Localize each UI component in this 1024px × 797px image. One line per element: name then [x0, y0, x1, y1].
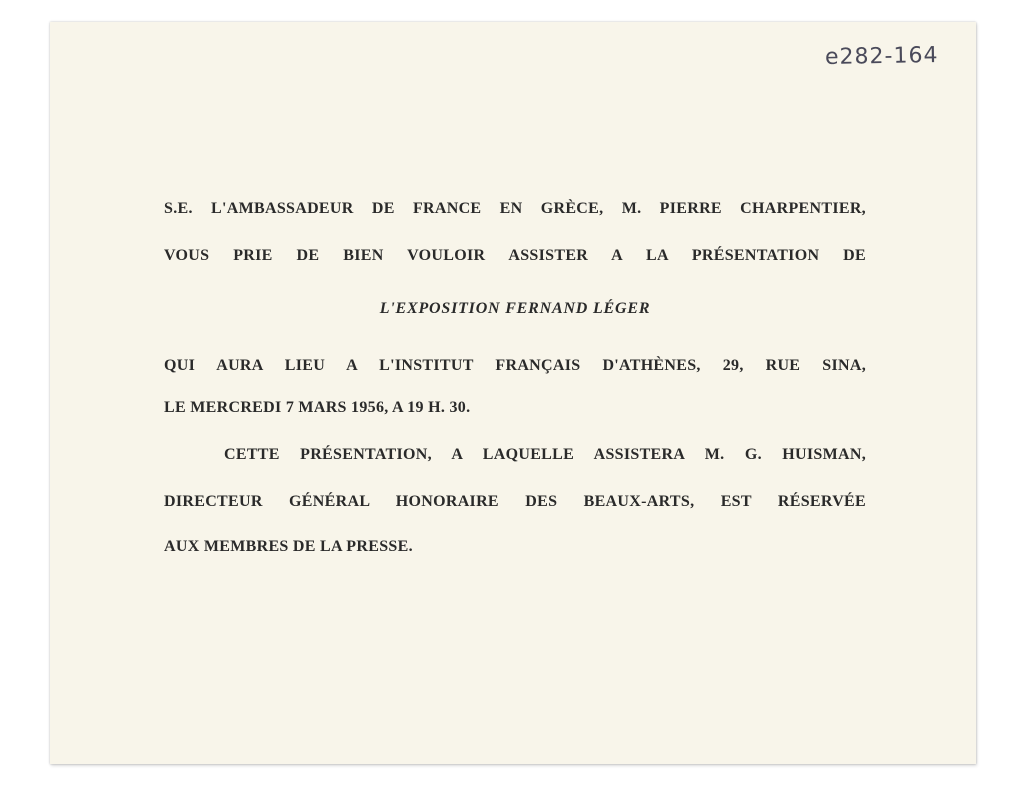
exhibition-title: L'EXPOSITION FERNAND LÉGER: [379, 300, 651, 317]
invitation-line-4: LE MERCREDI 7 MARS 1956, A 19 H. 30.: [164, 399, 471, 416]
invitation-card: [50, 22, 976, 764]
invitation-line-2: VOUS PRIE DE BIEN VOULOIR ASSISTER A LA PRÉSENTATION DE: [164, 247, 866, 264]
invitation-line-1: S.E. L'AMBASSADEUR DE FRANCE EN GRÈCE, M. PIERRE CHARPENTIER,: [164, 200, 866, 217]
invitation-line-7: AUX MEMBRES DE LA PRESSE.: [164, 538, 413, 555]
archive-number: e282-164: [824, 43, 939, 70]
invitation-line-6: DIRECTEUR GÉNÉRAL HONORAIRE DES BEAUX-ARTS, EST RÉSERVÉE: [164, 493, 866, 510]
invitation-line-5: CETTE PRÉSENTATION, A LAQUELLE ASSISTERA M. G. HUISMAN,: [224, 446, 866, 463]
invitation-line-3: QUI AURA LIEU A L'INSTITUT FRANÇAIS D'ATHÈNES, 29, RUE SINA,: [164, 357, 866, 374]
